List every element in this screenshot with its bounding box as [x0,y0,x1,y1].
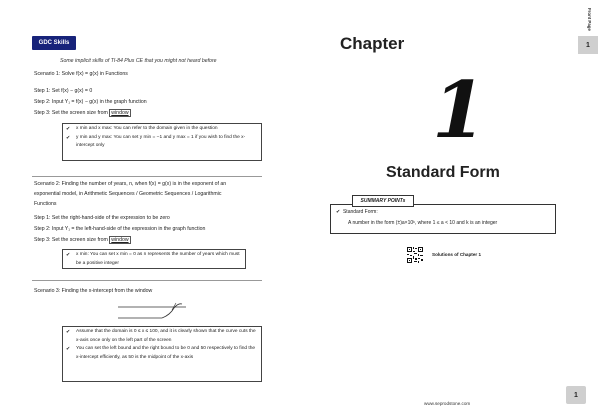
tip-item [66,328,258,345]
front-page-tab-label: Front Page [587,8,592,31]
check-icon: ✔ [66,126,71,132]
tip-text: x min and x max: You can refer to the domain given in the question [76,126,218,131]
scenario1-window-key: window [111,110,129,116]
summary-tag: SUMMARY POINTs [352,195,414,207]
tip-text: Assume that the domain is 0 ≤ x ≤ 100, and it is clearly shown that the curve cuts the x-axis once only on the left part of the screen [76,329,256,343]
summary-item-title [336,209,378,215]
scenario1-step1: Step 1: Set f(x) − g(x) = 0 [34,88,93,94]
tip-item [66,251,242,268]
scenario1-tips-box [62,123,262,161]
tip-item [66,345,258,362]
scenario3-tips-box [62,326,262,382]
website-url[interactable]: www.seprodstone.com [424,401,471,406]
section-divider [32,176,262,177]
scenario2-title-line3: Functions [34,201,57,207]
check-icon: ✔ [66,134,71,141]
tip-text: You can set the left bound and the right bound to be 0 and 50 respectively to find the x-intercept efficiently, as 50 is the midpoint of the x-axis [76,346,256,360]
check-icon: ✔ [66,329,71,335]
tip-text: y min and y max: You can set y min = −1 and y max = 1 if you wish to find the x-intercept only [76,134,246,149]
scenario1-title: Scenario 1: Solve f(x) = g(x) in Functions [34,71,128,77]
chapter-number: 1 [432,65,487,156]
chapter-topic: Standard Form [386,164,500,181]
solutions-link[interactable]: Solutions of Chapter 1 [432,252,482,257]
scenario2-step1: Step 1: Set the right-hand-side of the expression to be zero [34,215,170,221]
qr-code-icon[interactable] [406,246,424,264]
scenario1-step3-text: Step 3: Set the screen size from [34,110,108,116]
scenario2-step3-text: Step 3: Set the screen size from [34,237,108,243]
scenario3-title: Scenario 3: Finding the x-intercept from the window [34,288,153,294]
chapter-heading: Chapter [340,34,405,53]
tip-item [66,134,258,151]
scenario2-title-line2: exponential model, in Arithmetic Sequences / Geometric Sequences / Logarithmic [34,191,222,197]
front-page-tab[interactable] [578,8,598,34]
section-divider [32,280,262,281]
scenario2-tips-box [62,249,246,269]
check-icon: ✔ [336,209,343,215]
page-number-top: 1 [578,36,598,54]
scenario2-step2: Step 2: Input Y₁ = the left-hand-side of the expression in the graph function [34,226,206,232]
sketch-curve [162,304,182,318]
x-intercept-sketch [116,301,190,323]
tip-item [66,125,258,134]
page-subtitle: Some implicit skills of TI-84 Plus CE that you might not heard before [60,58,217,64]
tip-text: x min: You can set x min = 0 as n represents the number of years which must be a positive integer [76,252,240,266]
scenario2-window-key: window [111,237,129,243]
scenario1-step3 [34,110,131,116]
check-icon: ✔ [66,346,71,353]
gdc-skills-badge: GDC Skills [32,36,76,50]
check-icon: ✔ [66,252,71,258]
scenario1-step2: Step 2: Input Y₁ = f(x) − g(x) in the graph function [34,99,147,105]
page-number-bottom: 1 [566,386,586,404]
scenario2-step3 [34,237,131,243]
scenario2-title-line1: Scenario 2: Finding the number of years, n, when f(x) = g(x) is in the exponent of an [34,181,227,187]
summary-item-text: A number in the form (±)a×10ᵏ, where 1 ≤ a < 10 and k is an integer [348,220,498,226]
summary-item-title-text: Standard Form: [342,209,378,215]
